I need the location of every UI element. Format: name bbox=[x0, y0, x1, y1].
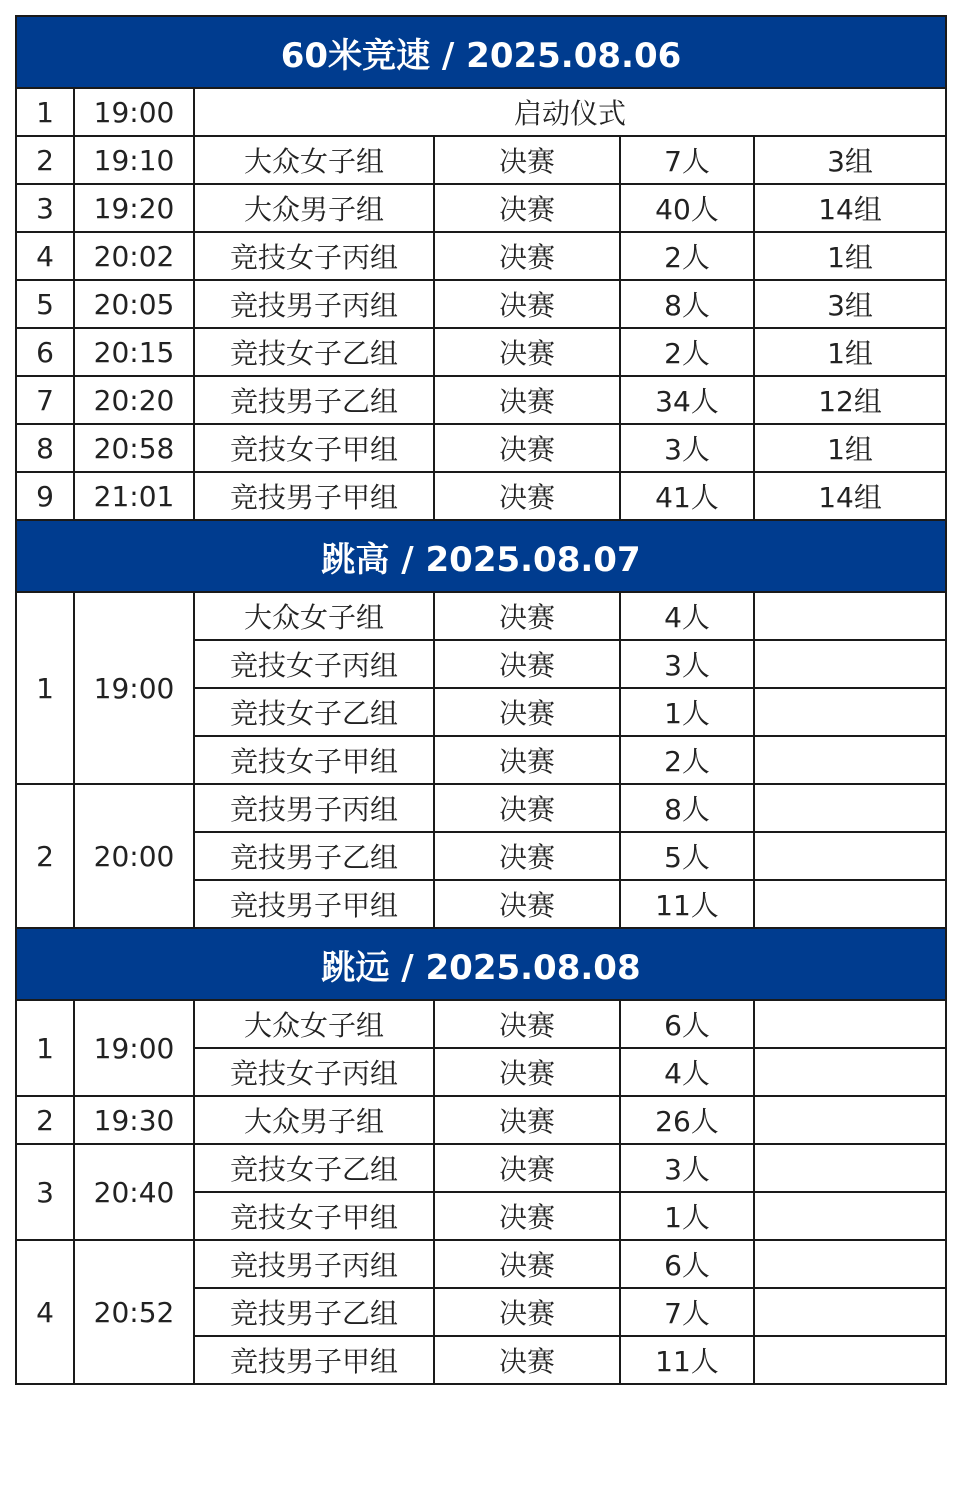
event-round: 决赛 bbox=[434, 880, 620, 928]
heat-count: 3组 bbox=[754, 136, 946, 184]
event-group: 竞技男子甲组 bbox=[194, 1336, 434, 1384]
heat-count bbox=[754, 1192, 946, 1240]
athlete-count: 40人 bbox=[620, 184, 754, 232]
event-round: 决赛 bbox=[434, 1288, 620, 1336]
event-time: 20:00 bbox=[74, 784, 194, 928]
heat-count bbox=[754, 1336, 946, 1384]
event-group: 竞技男子乙组 bbox=[194, 832, 434, 880]
athlete-count: 1人 bbox=[620, 688, 754, 736]
event-group: 竞技女子甲组 bbox=[194, 736, 434, 784]
event-group: 竞技女子甲组 bbox=[194, 424, 434, 472]
heat-count bbox=[754, 1240, 946, 1288]
event-time: 20:52 bbox=[74, 1240, 194, 1384]
event-round: 决赛 bbox=[434, 328, 620, 376]
athlete-count: 3人 bbox=[620, 1144, 754, 1192]
table-row bbox=[16, 1000, 946, 1048]
heat-count: 14组 bbox=[754, 184, 946, 232]
event-group: 大众男子组 bbox=[194, 1096, 434, 1144]
athlete-count: 26人 bbox=[620, 1096, 754, 1144]
event-number: 6 bbox=[16, 328, 74, 376]
athlete-count: 11人 bbox=[620, 1336, 754, 1384]
table-row bbox=[16, 88, 946, 136]
event-round: 决赛 bbox=[434, 784, 620, 832]
event-number: 2 bbox=[16, 1096, 74, 1144]
event-round: 决赛 bbox=[434, 1000, 620, 1048]
event-group: 竞技男子乙组 bbox=[194, 376, 434, 424]
event-number: 3 bbox=[16, 1144, 74, 1240]
event-number: 4 bbox=[16, 232, 74, 280]
event-group: 竞技男子甲组 bbox=[194, 472, 434, 520]
event-number: 8 bbox=[16, 424, 74, 472]
event-round: 决赛 bbox=[434, 688, 620, 736]
event-number: 3 bbox=[16, 184, 74, 232]
heat-count: 3组 bbox=[754, 280, 946, 328]
schedule-body bbox=[16, 16, 946, 1384]
event-round: 决赛 bbox=[434, 472, 620, 520]
heat-count bbox=[754, 832, 946, 880]
heat-count bbox=[754, 736, 946, 784]
section-header-row bbox=[16, 928, 946, 1000]
athlete-count: 7人 bbox=[620, 1288, 754, 1336]
table-row bbox=[16, 376, 946, 424]
section-header-row bbox=[16, 16, 946, 88]
event-time: 19:00 bbox=[74, 592, 194, 784]
event-round: 决赛 bbox=[434, 640, 620, 688]
athlete-count: 8人 bbox=[620, 280, 754, 328]
section-header-row bbox=[16, 520, 946, 592]
heat-count: 1组 bbox=[754, 328, 946, 376]
event-round: 决赛 bbox=[434, 232, 620, 280]
heat-count: 1组 bbox=[754, 424, 946, 472]
athlete-count: 4人 bbox=[620, 592, 754, 640]
event-time: 19:00 bbox=[74, 1000, 194, 1096]
event-time: 20:40 bbox=[74, 1144, 194, 1240]
athlete-count: 41人 bbox=[620, 472, 754, 520]
athlete-count: 8人 bbox=[620, 784, 754, 832]
event-round: 决赛 bbox=[434, 184, 620, 232]
table-row bbox=[16, 1144, 946, 1192]
heat-count bbox=[754, 1144, 946, 1192]
heat-count bbox=[754, 1288, 946, 1336]
event-number: 7 bbox=[16, 376, 74, 424]
schedule-table bbox=[15, 15, 947, 1385]
event-group: 竞技男子乙组 bbox=[194, 1288, 434, 1336]
heat-count: 14组 bbox=[754, 472, 946, 520]
table-row bbox=[16, 1240, 946, 1288]
event-round: 决赛 bbox=[434, 376, 620, 424]
heat-count bbox=[754, 688, 946, 736]
event-round: 决赛 bbox=[434, 736, 620, 784]
event-round: 决赛 bbox=[434, 1048, 620, 1096]
heat-count bbox=[754, 880, 946, 928]
event-group: 大众女子组 bbox=[194, 592, 434, 640]
event-time: 20:58 bbox=[74, 424, 194, 472]
event-time: 20:15 bbox=[74, 328, 194, 376]
section-title: 跳远 / 2025.08.08 bbox=[16, 928, 946, 1000]
athlete-count: 2人 bbox=[620, 736, 754, 784]
event-time: 21:01 bbox=[74, 472, 194, 520]
event-group: 竞技男子丙组 bbox=[194, 784, 434, 832]
event-number: 2 bbox=[16, 784, 74, 928]
event-number: 4 bbox=[16, 1240, 74, 1384]
section-title: 60米竞速 / 2025.08.06 bbox=[16, 16, 946, 88]
event-time: 19:30 bbox=[74, 1096, 194, 1144]
event-group: 大众女子组 bbox=[194, 1000, 434, 1048]
table-row bbox=[16, 280, 946, 328]
event-group: 竞技男子甲组 bbox=[194, 880, 434, 928]
table-row bbox=[16, 136, 946, 184]
event-group: 大众女子组 bbox=[194, 136, 434, 184]
event-group: 竞技女子丙组 bbox=[194, 640, 434, 688]
event-round: 决赛 bbox=[434, 424, 620, 472]
athlete-count: 6人 bbox=[620, 1000, 754, 1048]
event-round: 决赛 bbox=[434, 280, 620, 328]
table-row bbox=[16, 1096, 946, 1144]
athlete-count: 11人 bbox=[620, 880, 754, 928]
heat-count bbox=[754, 640, 946, 688]
event-round: 决赛 bbox=[434, 592, 620, 640]
event-group: 竞技男子丙组 bbox=[194, 280, 434, 328]
heat-count bbox=[754, 592, 946, 640]
event-time: 19:10 bbox=[74, 136, 194, 184]
heat-count bbox=[754, 784, 946, 832]
event-round: 决赛 bbox=[434, 1096, 620, 1144]
event-group: 大众男子组 bbox=[194, 184, 434, 232]
athlete-count: 3人 bbox=[620, 640, 754, 688]
ceremony-label: 启动仪式 bbox=[194, 88, 946, 136]
event-time: 20:05 bbox=[74, 280, 194, 328]
table-row bbox=[16, 784, 946, 832]
event-number: 5 bbox=[16, 280, 74, 328]
event-number: 1 bbox=[16, 88, 74, 136]
heat-count bbox=[754, 1096, 946, 1144]
table-row bbox=[16, 184, 946, 232]
athlete-count: 2人 bbox=[620, 328, 754, 376]
heat-count bbox=[754, 1048, 946, 1096]
event-group: 竞技女子甲组 bbox=[194, 1192, 434, 1240]
event-group: 竞技女子丙组 bbox=[194, 232, 434, 280]
athlete-count: 34人 bbox=[620, 376, 754, 424]
event-time: 19:00 bbox=[74, 88, 194, 136]
event-round: 决赛 bbox=[434, 1144, 620, 1192]
event-round: 决赛 bbox=[434, 1240, 620, 1288]
event-number: 9 bbox=[16, 472, 74, 520]
table-row bbox=[16, 472, 946, 520]
heat-count: 1组 bbox=[754, 232, 946, 280]
event-group: 竞技女子乙组 bbox=[194, 328, 434, 376]
table-row bbox=[16, 592, 946, 640]
event-number: 2 bbox=[16, 136, 74, 184]
event-time: 19:20 bbox=[74, 184, 194, 232]
athlete-count: 3人 bbox=[620, 424, 754, 472]
athlete-count: 7人 bbox=[620, 136, 754, 184]
event-group: 竞技男子丙组 bbox=[194, 1240, 434, 1288]
table-row bbox=[16, 328, 946, 376]
event-number: 1 bbox=[16, 592, 74, 784]
section-title: 跳高 / 2025.08.07 bbox=[16, 520, 946, 592]
heat-count bbox=[754, 1000, 946, 1048]
table-row bbox=[16, 232, 946, 280]
athlete-count: 6人 bbox=[620, 1240, 754, 1288]
event-group: 竞技女子乙组 bbox=[194, 1144, 434, 1192]
athlete-count: 5人 bbox=[620, 832, 754, 880]
table-row bbox=[16, 424, 946, 472]
event-round: 决赛 bbox=[434, 1336, 620, 1384]
heat-count: 12组 bbox=[754, 376, 946, 424]
event-group: 竞技女子乙组 bbox=[194, 688, 434, 736]
event-round: 决赛 bbox=[434, 136, 620, 184]
athlete-count: 4人 bbox=[620, 1048, 754, 1096]
schedule-sheet bbox=[15, 15, 945, 1385]
event-number: 1 bbox=[16, 1000, 74, 1096]
event-time: 20:02 bbox=[74, 232, 194, 280]
event-round: 决赛 bbox=[434, 1192, 620, 1240]
event-group: 竞技女子丙组 bbox=[194, 1048, 434, 1096]
event-round: 决赛 bbox=[434, 832, 620, 880]
event-time: 20:20 bbox=[74, 376, 194, 424]
athlete-count: 1人 bbox=[620, 1192, 754, 1240]
athlete-count: 2人 bbox=[620, 232, 754, 280]
